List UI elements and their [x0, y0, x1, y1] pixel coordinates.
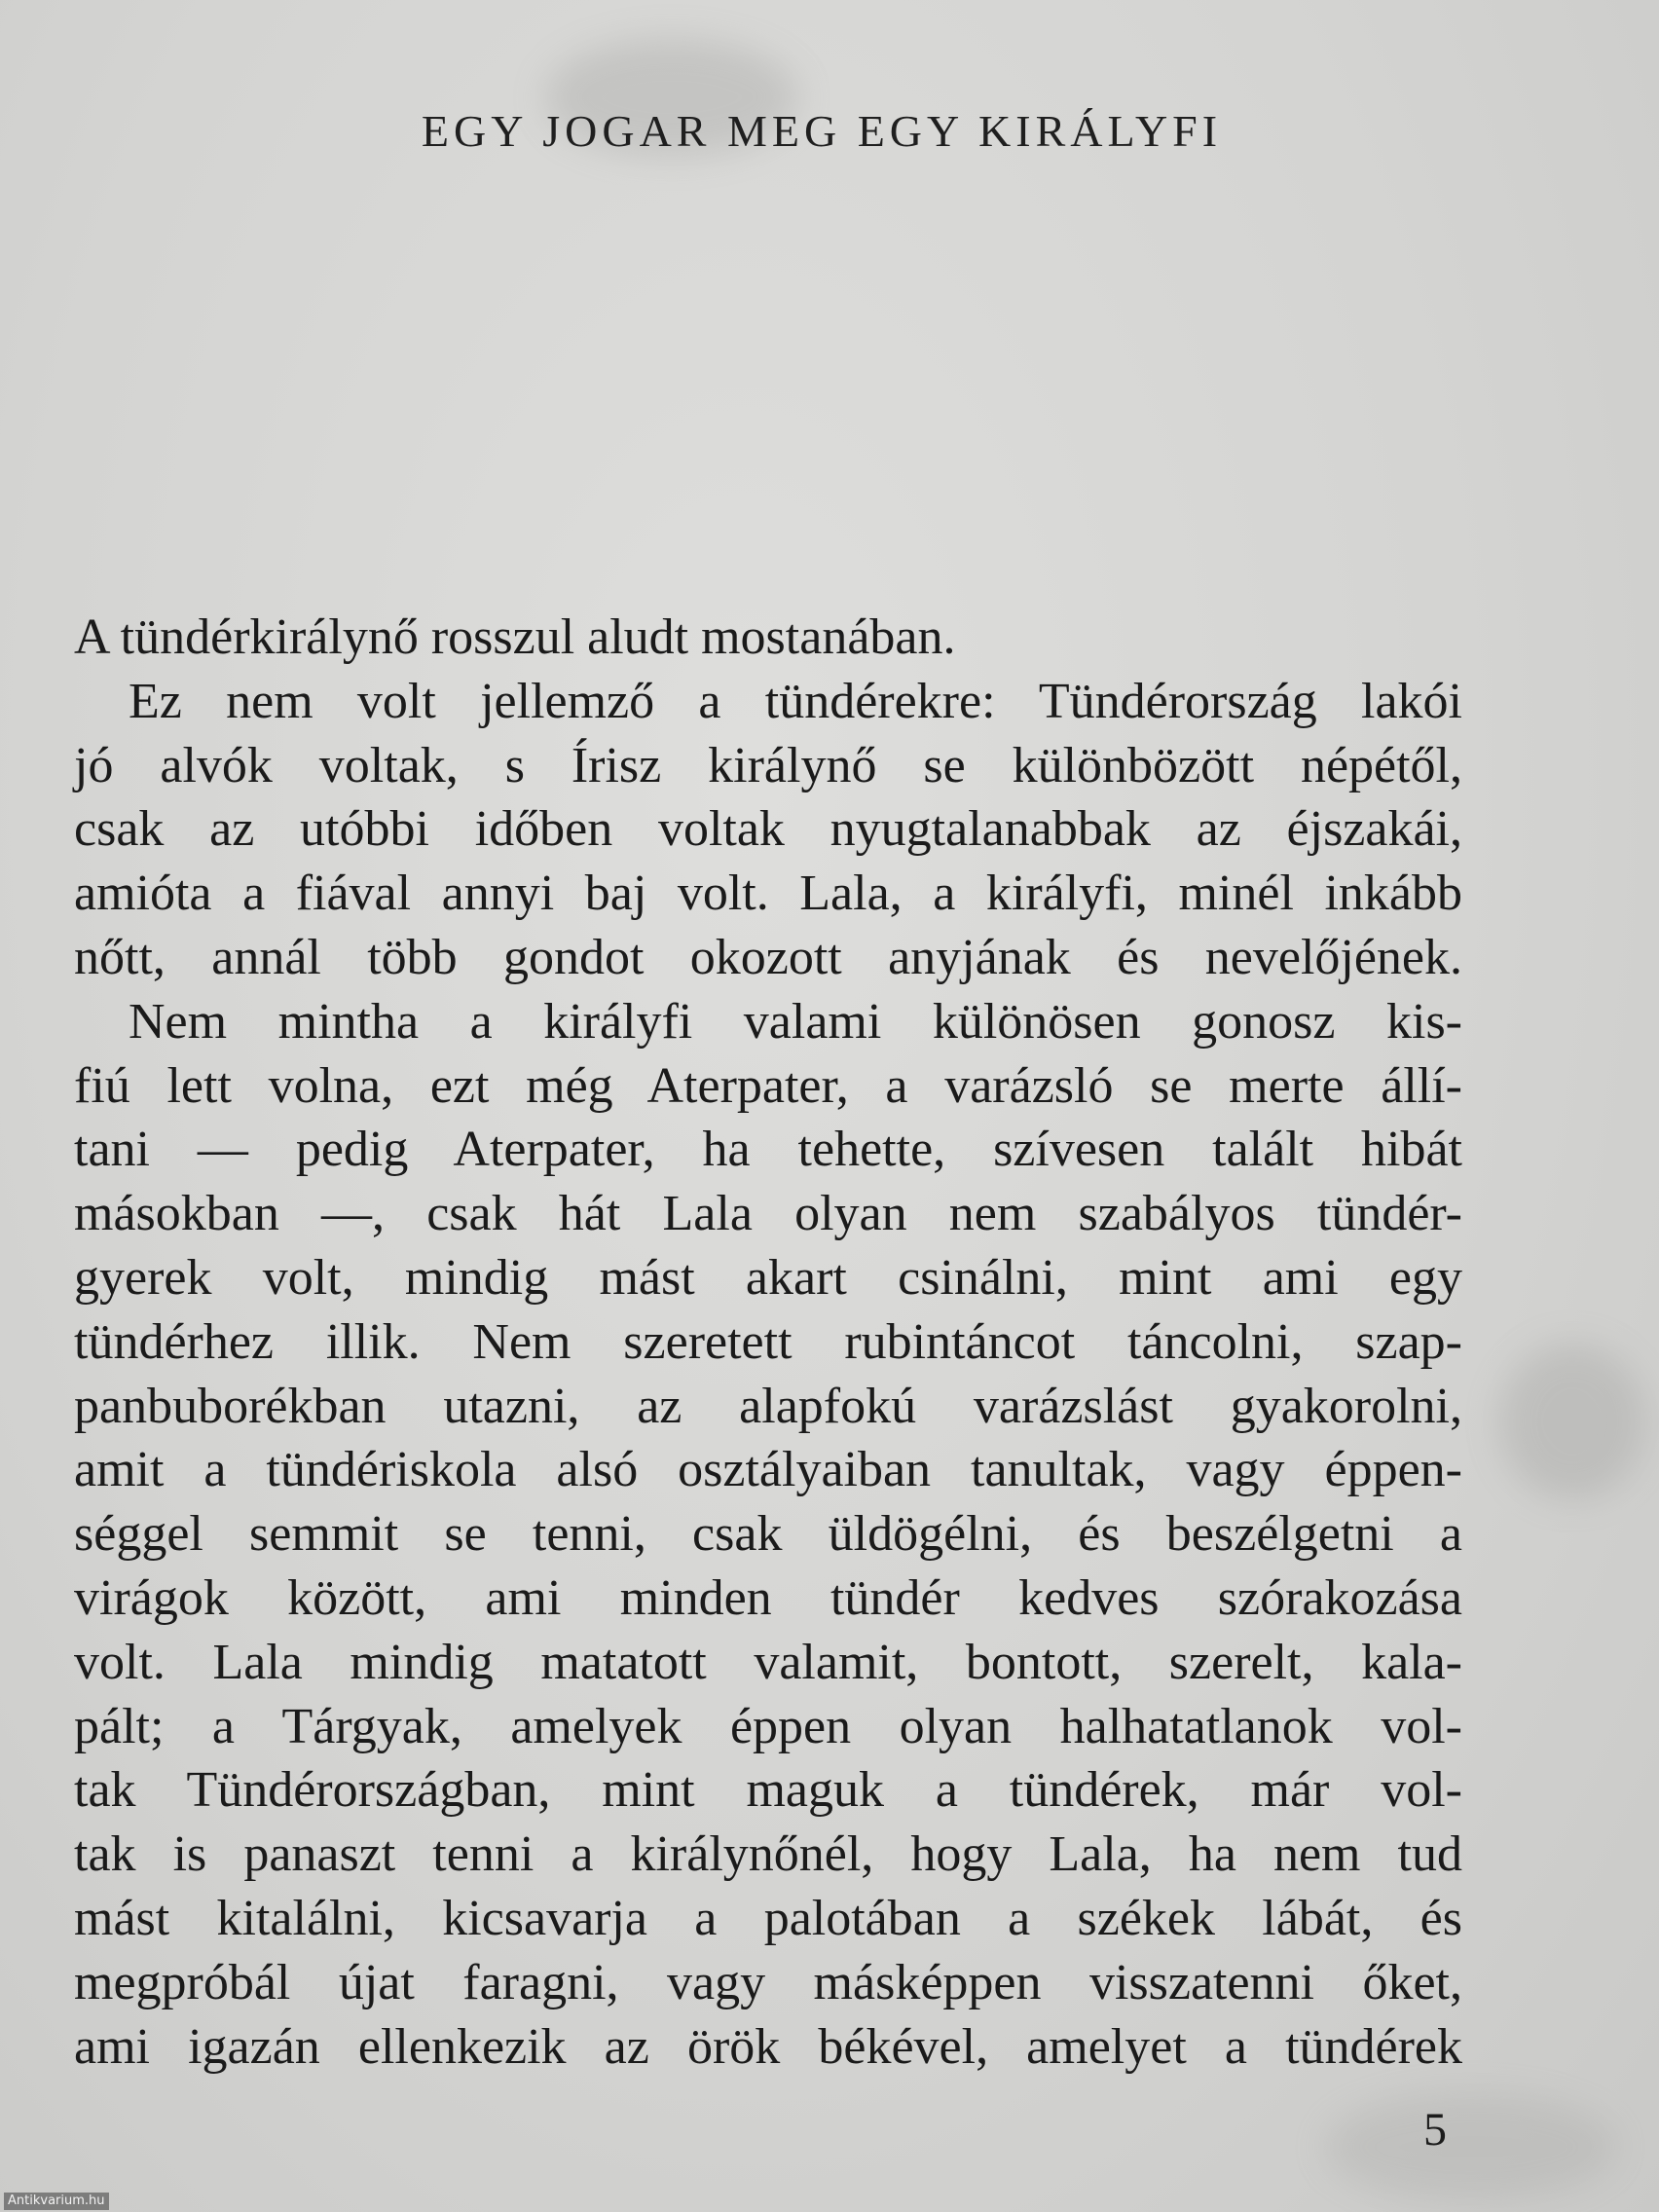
text-line: volt. Lala mindig matatott valamit, bontott, szerelt, kala- — [74, 1634, 1462, 1690]
text-line: másokban —, csak hát Lala olyan nem szabályos tündér- — [74, 1186, 1462, 1242]
text-line: ami igazán ellenkezik az örök békével, amelyet a tündérek — [74, 2018, 1462, 2075]
text-line: virágok között, ami minden tündér kedves szórakozása — [74, 1569, 1462, 1626]
text-line: séggel semmit se tenni, csak üldögélni, és beszélgetni a — [74, 1506, 1462, 1563]
source-watermark: Antikvarium.hu — [4, 2193, 109, 2210]
text-line: Nem mintha a királyfi valami különösen gonosz kis- — [129, 993, 1462, 1050]
text-line: tak Tündérországban, mint maguk a tündérek, már vol- — [74, 1762, 1462, 1819]
chapter-title-text: EGY JOGAR MEG EGY KIRÁLYFI — [421, 106, 1223, 156]
text-line: megpróbál újat faragni, vagy másképpen visszatenni őket, — [74, 1954, 1462, 2010]
text-line: Ez nem volt jellemző a tündérekre: Tündérország lakói — [129, 673, 1462, 729]
text-line: csak az utóbbi időben voltak nyugtalanabbak az éjszakái, — [74, 801, 1462, 858]
text-line: A tündérkirálynő rosszul aludt mostanában. — [74, 609, 956, 665]
text-line: tani — pedig Aterpater, ha tehette, szívesen talált hibát — [74, 1122, 1462, 1178]
chapter-title — [0, 105, 1659, 157]
page-smudge — [1499, 1344, 1645, 1499]
text-line: amit a tündériskola alsó osztályaiban tanultak, vagy éppen- — [74, 1442, 1462, 1498]
text-line: tündérhez illik. Nem szeretett rubintáncot táncolni, szap- — [74, 1313, 1462, 1370]
text-line: amióta a fiával annyi baj volt. Lala, a királyfi, minél inkább — [74, 866, 1462, 922]
page-number: 5 — [1423, 2104, 1447, 2156]
body-text — [74, 606, 1462, 2079]
text-line: panbuborékban utazni, az alapfokú varázslást gyakorolni, — [74, 1378, 1462, 1434]
text-line: gyerek volt, mindig mást akart csinálni, mint ami egy — [74, 1249, 1462, 1306]
text-line: fiú lett volna, ezt még Aterpater, a varázsló se merte állí- — [74, 1057, 1462, 1114]
page-smudge — [1324, 2093, 1616, 2200]
text-line: mást kitalálni, kicsavarja a palotában a székek lábát, és — [74, 1890, 1462, 1946]
text-line: pált; a Tárgyak, amelyek éppen olyan halhatatlanok vol- — [74, 1698, 1462, 1754]
text-line: nőtt, annál több gondot okozott anyjának és nevelőjének. — [74, 929, 1462, 985]
text-line: tak is panaszt tenni a királynőnél, hogy Lala, ha nem tud — [74, 1826, 1462, 1883]
text-line: jó alvók voltak, s Írisz királynő se különbözött népétől, — [74, 737, 1462, 793]
